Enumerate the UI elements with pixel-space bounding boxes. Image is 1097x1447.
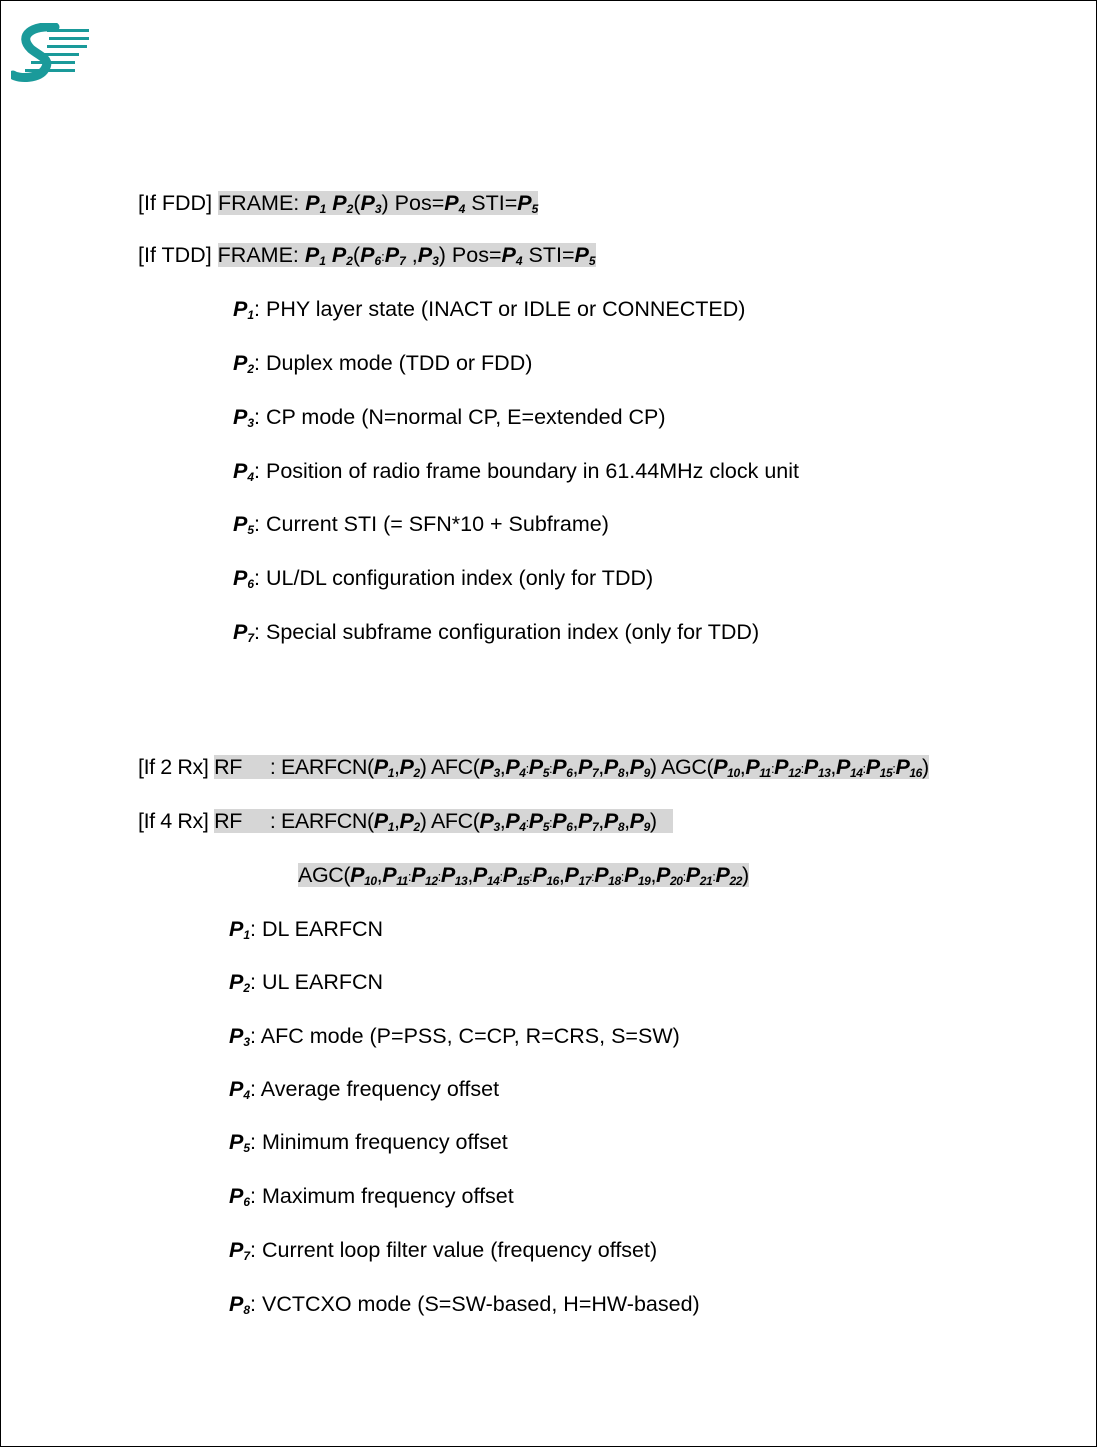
pos-label: Pos= [451, 243, 502, 267]
rx4-prefix: [If 4 Rx] [138, 809, 209, 833]
frame-param-p1: $P_1$: PHY layer state (INACT or IDLE or CONNECTED) [233, 297, 746, 322]
rf-label: RF [214, 809, 242, 833]
frame-param-p5: $P_5$: Current STI (= SFN*10 + Subframe) [233, 512, 609, 537]
rf-4rx-agc-line [298, 861, 749, 891]
param-desc: Special subframe configuration index (only for TDD) [265, 620, 760, 644]
param-desc: CP mode (N=normal CP, E=extended CP) [265, 405, 666, 429]
param-desc: Minimum frequency offset [261, 1130, 508, 1154]
param-desc: PHY layer state (INACT or IDLE or CONNECTED) [265, 297, 746, 321]
tdd-prefix: [If TDD] [138, 243, 212, 267]
company-logo [11, 23, 91, 83]
rf-param-p8: $P_8$: VCTCXO mode (S=SW-based, H=HW-based) [229, 1292, 700, 1317]
frame-tdd-syntax: FRAME: $P_1$ $P_2(P_6:P_7$ $,P_3$) $Pos=P_4$ $STI=P_5$ [217, 243, 596, 268]
frame-label: FRAME: [218, 191, 300, 215]
frame-param-p6: $P_6$: UL/DL configuration index (only for TDD) [233, 566, 654, 591]
sti-label: STI= [471, 191, 518, 215]
frame-tdd-line [138, 241, 596, 271]
param-desc: Position of radio frame boundary in 61.44MHz clock unit [265, 459, 799, 483]
rf-param-p1: $P_1$: DL EARFCN [229, 917, 384, 942]
frame-param-p7: $P_7$: Special subframe configuration index (only for TDD) [233, 620, 760, 645]
rx2-prefix: [If 2 Rx] [138, 755, 209, 779]
rf-param-p7: $P_7$: Current loop filter value (frequency offset) [229, 1238, 658, 1263]
param-desc: Average frequency offset [260, 1077, 500, 1101]
rf-4rx-line [138, 807, 673, 837]
frame-label: FRAME: [217, 243, 299, 267]
rf-param-p4: $P_4$: Average frequency offset [229, 1077, 500, 1102]
rf-label: RF [214, 755, 242, 779]
param-desc: Duplex mode (TDD or FDD) [265, 351, 533, 375]
rf-4rx-syntax: RF : $EARFCN(P_1,P_2)$ $AFC(P_3,P_4:P_5:P_6,P_7,P_8,P_9)$ [214, 809, 674, 834]
frame-fdd-line [138, 189, 538, 217]
sti-label: STI= [528, 243, 575, 267]
rf-4rx-agc-syntax: $AGC(P_{10},P_{11}:P_{12}:P_{13},P_{14}:P_{15}:P_{16},P_{17}:P_{18}:P_{19},P_{20}:P_{21}:P_{22})$ [298, 863, 749, 888]
pos-label: Pos= [394, 191, 445, 215]
param-desc: VCTCXO mode (S=SW-based, H=HW-based) [261, 1292, 700, 1316]
param-desc: Maximum frequency offset [261, 1184, 514, 1208]
param-desc: Current loop filter value (frequency offset) [261, 1238, 658, 1262]
frame-fdd-syntax: FRAME: $P_1$ $P_2(P_3)$ $Pos=P_4$ $STI=P_5$ [218, 191, 539, 216]
frame-param-p3: $P_3$: CP mode (N=normal CP, E=extended CP) [233, 405, 666, 430]
rf-param-p5: $P_5$: Minimum frequency offset [229, 1130, 508, 1155]
param-desc: UL/DL configuration index (only for TDD) [265, 566, 654, 590]
rf-2rx-line [138, 753, 929, 783]
frame-param-p4: $P_4$: Position of radio frame boundary in 61.44MHz clock unit [233, 459, 799, 484]
rf-2rx-syntax: RF : $EARFCN(P_1,P_2)$ $AFC(P_3,P_4:P_5:P_6,P_7,P_8,P_9)$ $AGC(P_{10},P_{11}:P_{12}:P_{13},P_{14}:P_{15}:P_{16})$ [214, 755, 929, 780]
rf-param-p2: $P_2$: UL EARFCN [229, 970, 384, 995]
param-desc: UL EARFCN [261, 970, 384, 994]
param-desc: Current STI (= SFN*10 + Subframe) [265, 512, 609, 536]
rf-param-p6: $P_6$: Maximum frequency offset [229, 1184, 514, 1209]
param-desc: DL EARFCN [261, 917, 384, 941]
frame-param-p2: $P_2$: Duplex mode (TDD or FDD) [233, 351, 533, 376]
param-desc: AFC mode (P=PSS, C=CP, R=CRS, S=SW) [260, 1024, 680, 1048]
fdd-prefix: [If FDD] [138, 191, 213, 215]
rf-param-p3: $P_3$: AFC mode (P=PSS, C=CP, R=CRS, S=SW) [229, 1024, 680, 1049]
